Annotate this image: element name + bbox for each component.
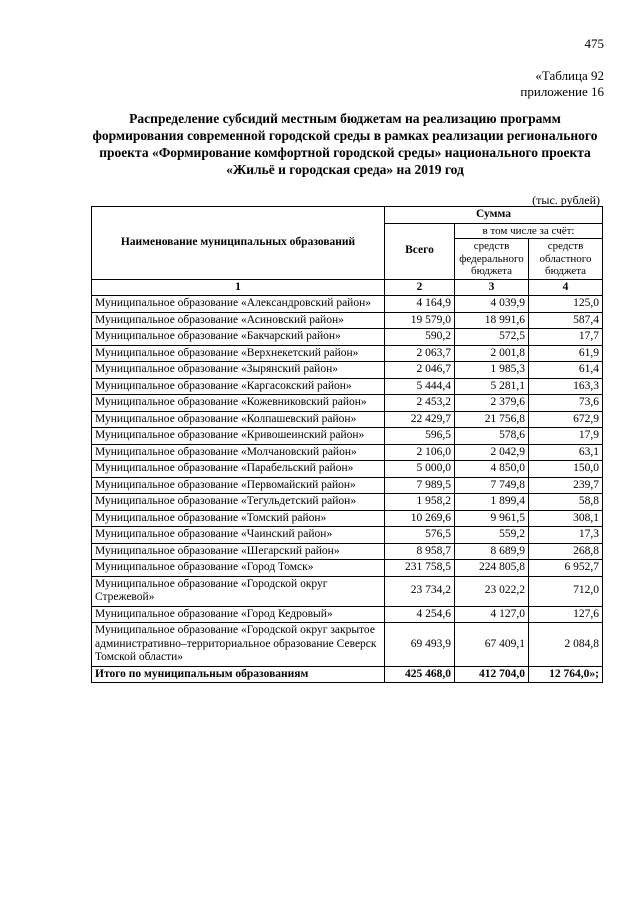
amount-federal: 1 985,3 bbox=[455, 362, 529, 379]
amount-regional: 268,8 bbox=[529, 543, 603, 560]
municipality-name: Муниципальное образование «Асиновский район» bbox=[92, 312, 385, 329]
table-body bbox=[92, 296, 603, 667]
column-number: 1 bbox=[92, 279, 385, 296]
municipality-name: Муниципальное образование «Городской округ закрытое административно–территориальное образование Северск Томской области» bbox=[92, 623, 385, 667]
amount-total: 2 046,7 bbox=[385, 362, 455, 379]
table-row bbox=[92, 477, 603, 494]
municipality-name: Муниципальное образование «Городской округ Стрежевой» bbox=[92, 576, 385, 606]
amount-federal: 2 379,6 bbox=[455, 395, 529, 412]
table-row bbox=[92, 527, 603, 544]
table-row bbox=[92, 543, 603, 560]
subsidy-table bbox=[91, 206, 603, 683]
amount-regional: 61,9 bbox=[529, 345, 603, 362]
municipality-name: Муниципальное образование «Бакчарский район» bbox=[92, 329, 385, 346]
amount-federal: 5 281,1 bbox=[455, 378, 529, 395]
table-row bbox=[92, 623, 603, 667]
amount-federal: 578,6 bbox=[455, 428, 529, 445]
amount-total: 8 958,7 bbox=[385, 543, 455, 560]
table-row bbox=[92, 296, 603, 313]
municipality-name: Муниципальное образование «Томский район» bbox=[92, 510, 385, 527]
amount-regional: 17,9 bbox=[529, 428, 603, 445]
amount-federal: 23 022,2 bbox=[455, 576, 529, 606]
amount-total: 22 429,7 bbox=[385, 411, 455, 428]
total-label: Итого по муниципальным образованиям bbox=[92, 666, 385, 683]
amount-regional: 712,0 bbox=[529, 576, 603, 606]
municipality-name: Муниципальное образование «Тегульдетский район» bbox=[92, 494, 385, 511]
total-sum: 425 468,0 bbox=[385, 666, 455, 683]
amount-regional: 672,9 bbox=[529, 411, 603, 428]
column-number: 2 bbox=[385, 279, 455, 296]
municipality-name: Муниципальное образование «Молчановский район» bbox=[92, 444, 385, 461]
amount-regional: 308,1 bbox=[529, 510, 603, 527]
page-number: 475 bbox=[584, 36, 604, 51]
amount-regional: 239,7 bbox=[529, 477, 603, 494]
amount-regional: 17,3 bbox=[529, 527, 603, 544]
amount-federal: 4 127,0 bbox=[455, 606, 529, 623]
municipality-name: Муниципальное образование «Первомайский район» bbox=[92, 477, 385, 494]
amount-total: 2 453,2 bbox=[385, 395, 455, 412]
amount-total: 7 989,5 bbox=[385, 477, 455, 494]
amount-federal: 9 961,5 bbox=[455, 510, 529, 527]
amount-regional: 163,3 bbox=[529, 378, 603, 395]
amount-total: 590,2 bbox=[385, 329, 455, 346]
table-row bbox=[92, 411, 603, 428]
table-row bbox=[92, 606, 603, 623]
amount-regional: 63,1 bbox=[529, 444, 603, 461]
header-total: Всего bbox=[385, 223, 455, 279]
amount-total: 2 106,0 bbox=[385, 444, 455, 461]
municipality-name: Муниципальное образование «Верхнекетский район» bbox=[92, 345, 385, 362]
table-row bbox=[92, 329, 603, 346]
units-label: (тыс. рублей) bbox=[532, 193, 600, 207]
table-row bbox=[92, 428, 603, 445]
municipality-name: Муниципальное образование «Чаинский район» bbox=[92, 527, 385, 544]
amount-regional: 2 084,8 bbox=[529, 623, 603, 667]
table-row bbox=[92, 576, 603, 606]
amount-regional: 6 952,7 bbox=[529, 560, 603, 577]
municipality-name: Муниципальное образование «Зырянский район» bbox=[92, 362, 385, 379]
amount-total: 1 958,2 bbox=[385, 494, 455, 511]
total-federal: 412 704,0 bbox=[455, 666, 529, 683]
municipality-name: Муниципальное образование «Кривошеинский район» bbox=[92, 428, 385, 445]
appendix-table-label: «Таблица 92 bbox=[535, 68, 604, 83]
document-title: Распределение субсидий местным бюджетам на реализацию программ формирования современной городской среды в рамках реализации регионального проекта «Формирование комфортной городской среды» национального проекта «Жильё и городская среда» на 2019 год bbox=[92, 111, 598, 177]
amount-federal: 224 805,8 bbox=[455, 560, 529, 577]
table-row bbox=[92, 395, 603, 412]
table-row bbox=[92, 494, 603, 511]
appendix-reference bbox=[520, 68, 604, 100]
table-row bbox=[92, 510, 603, 527]
municipality-name: Муниципальное образование «Шегарский район» bbox=[92, 543, 385, 560]
amount-federal: 4 039,9 bbox=[455, 296, 529, 313]
amount-federal: 559,2 bbox=[455, 527, 529, 544]
municipality-name: Муниципальное образование «Колпашевский район» bbox=[92, 411, 385, 428]
column-number: 3 bbox=[455, 279, 529, 296]
total-regional: 12 764,0»; bbox=[529, 666, 603, 683]
amount-total: 596,5 bbox=[385, 428, 455, 445]
amount-regional: 73,6 bbox=[529, 395, 603, 412]
amount-regional: 125,0 bbox=[529, 296, 603, 313]
amount-regional: 17,7 bbox=[529, 329, 603, 346]
amount-total: 69 493,9 bbox=[385, 623, 455, 667]
amount-total: 4 164,9 bbox=[385, 296, 455, 313]
header-sum: Сумма bbox=[385, 207, 603, 224]
municipality-name: Муниципальное образование «Город Кедровый» bbox=[92, 606, 385, 623]
amount-federal: 2 042,9 bbox=[455, 444, 529, 461]
amount-federal: 8 689,9 bbox=[455, 543, 529, 560]
amount-total: 10 269,6 bbox=[385, 510, 455, 527]
amount-total: 576,5 bbox=[385, 527, 455, 544]
table-row bbox=[92, 345, 603, 362]
amount-federal: 2 001,8 bbox=[455, 345, 529, 362]
amount-total: 231 758,5 bbox=[385, 560, 455, 577]
amount-regional: 127,6 bbox=[529, 606, 603, 623]
amount-total: 2 063,7 bbox=[385, 345, 455, 362]
amount-federal: 21 756,8 bbox=[455, 411, 529, 428]
table-row bbox=[92, 444, 603, 461]
amount-federal: 18 991,6 bbox=[455, 312, 529, 329]
appendix-annex-label: приложение 16 bbox=[520, 84, 604, 99]
amount-total: 5 000,0 bbox=[385, 461, 455, 478]
table-row bbox=[92, 362, 603, 379]
table-row bbox=[92, 560, 603, 577]
header-regional: средств областного бюджета bbox=[529, 239, 603, 280]
amount-total: 4 254,6 bbox=[385, 606, 455, 623]
table-row bbox=[92, 461, 603, 478]
amount-total: 5 444,4 bbox=[385, 378, 455, 395]
amount-federal: 67 409,1 bbox=[455, 623, 529, 667]
table-row bbox=[92, 378, 603, 395]
amount-regional: 150,0 bbox=[529, 461, 603, 478]
municipality-name: Муниципальное образование «Кожевниковский район» bbox=[92, 395, 385, 412]
amount-regional: 58,8 bbox=[529, 494, 603, 511]
amount-federal: 572,5 bbox=[455, 329, 529, 346]
amount-regional: 61,4 bbox=[529, 362, 603, 379]
header-including: в том числе за счёт: bbox=[455, 223, 603, 239]
total-row bbox=[92, 666, 603, 683]
header-name: Наименование муниципальных образований bbox=[92, 207, 385, 280]
municipality-name: Муниципальное образование «Город Томск» bbox=[92, 560, 385, 577]
municipality-name: Муниципальное образование «Каргасокский район» bbox=[92, 378, 385, 395]
amount-regional: 587,4 bbox=[529, 312, 603, 329]
amount-total: 19 579,0 bbox=[385, 312, 455, 329]
amount-total: 23 734,2 bbox=[385, 576, 455, 606]
amount-federal: 1 899,4 bbox=[455, 494, 529, 511]
column-number: 4 bbox=[529, 279, 603, 296]
municipality-name: Муниципальное образование «Парабельский район» bbox=[92, 461, 385, 478]
table-row bbox=[92, 312, 603, 329]
header-federal: средств федерального бюджета bbox=[455, 239, 529, 280]
amount-federal: 7 749,8 bbox=[455, 477, 529, 494]
municipality-name: Муниципальное образование «Александровский район» bbox=[92, 296, 385, 313]
amount-federal: 4 850,0 bbox=[455, 461, 529, 478]
